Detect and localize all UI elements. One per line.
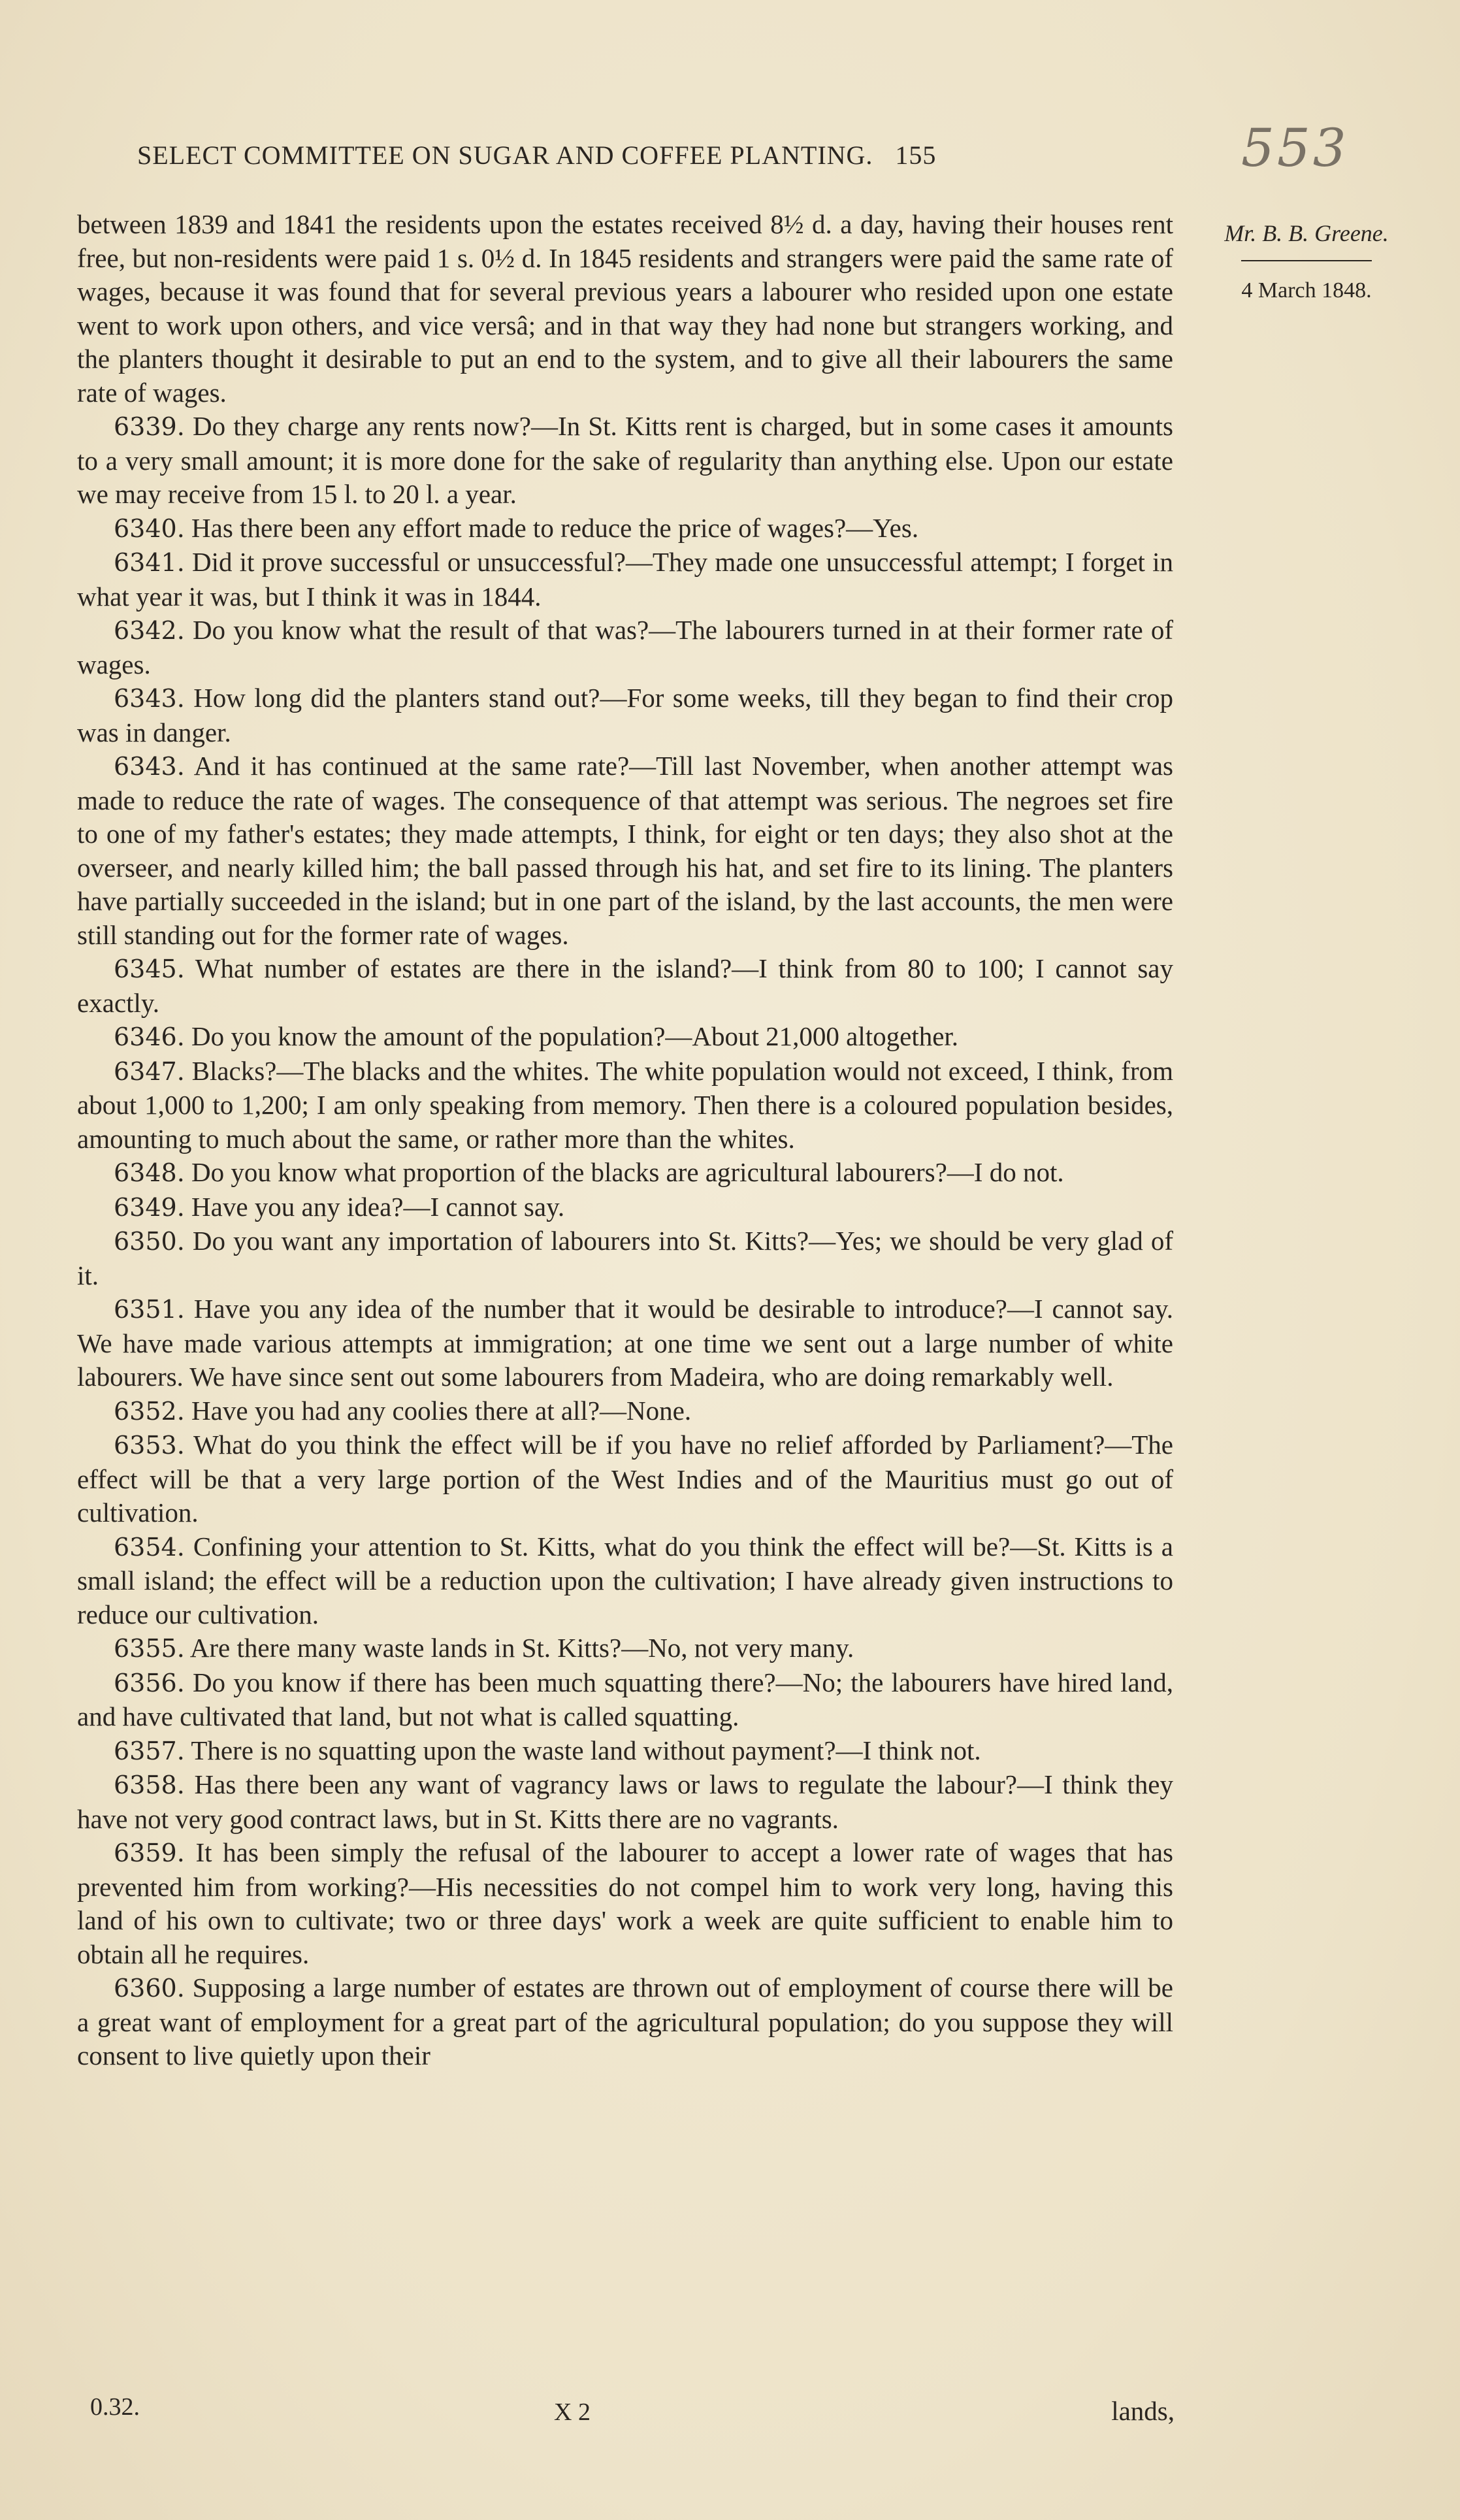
question-number: 6351. (114, 1295, 185, 1324)
testimony-paragraph (77, 1292, 1173, 1394)
paragraph-text: Do you know what the result of that was?—The labourers turned in at their former rate of wages. (77, 615, 1174, 679)
paragraph-text: Do you want any importation of labourers into St. Kitts?—Yes; we should be very glad of it. (77, 1226, 1174, 1290)
page-footer (90, 2393, 1175, 2425)
question-number: 6353. (114, 1431, 185, 1460)
paragraph-text: What do you think the effect will be if you have no relief afforded by Parliament?—The effect will be that a very large portion of the West Indies and of the Mauritius must go out of cultivation. (77, 1430, 1174, 1528)
testimony-paragraph (77, 1631, 1173, 1666)
header-title: SELECT COMMITTEE ON SUGAR AND COFFEE PLANTING. (137, 140, 873, 170)
testimony-paragraph (77, 952, 1173, 1020)
paragraph-text: Do you know what proportion of the blacks are agricultural labourers?—I do not. (191, 1157, 1064, 1187)
paragraph-text: Did it prove successful or unsuccessful?—They made one unsuccessful attempt; I forget in what year it was, but I think it was in 1844. (77, 547, 1173, 612)
paragraph-text: There is no squatting upon the waste land without payment?—I think not. (191, 1735, 981, 1765)
question-number: 6349. (114, 1192, 185, 1222)
question-number: 6360. (114, 1974, 185, 2003)
paragraph-text: Have you any idea of the number that it would be desirable to introduce?—I cannot say. We have made various attempts at immigration; at one time we sent out a large number of white labourers. We have since sent out some labourers from Madeira, who are doing remarkably well. (77, 1294, 1173, 1392)
testimony-paragraph (77, 1836, 1173, 1971)
testimony-paragraph (77, 208, 1173, 410)
testimony-paragraph (77, 1734, 1173, 1769)
testimony-body (77, 208, 1173, 2073)
paragraph-text: Do you know the amount of the population?—About 21,000 altogether. (191, 1021, 959, 1051)
testimony-paragraph (77, 1768, 1173, 1836)
paragraph-text: What number of estates are there in the island?—I think from 80 to 100; I cannot say exactly. (77, 953, 1173, 1018)
question-number: 6350. (114, 1227, 185, 1256)
paragraph-text: Has there been any want of vagrancy laws or laws to regulate the labour?—I think they have not very good contract laws, but in St. Kitts there are no vagrants. (77, 1769, 1174, 1834)
testimony-paragraph (77, 1394, 1173, 1429)
question-number: 6356. (114, 1668, 185, 1697)
page-number: 155 (895, 140, 937, 170)
testimony-paragraph (77, 546, 1173, 614)
paragraph-text: And it has continued at the same rate?—Till last November, when another attempt was made to reduce the rate of wages. The consequence of that attempt was serious. The negroes set fire to one of my father's estates; they made attempts, I think, for eight or ten days; they also shot at the overseer, and nearly killed him; the ball passed through his hat, and set fire to its lining. The planters have partially succeeded in the island; but in one part of the island, by the last accounts, the men were still standing out for the former rate of wages. (77, 751, 1173, 950)
margin-rule (1241, 260, 1372, 261)
question-number: 6355. (114, 1634, 185, 1663)
paragraph-text: Supposing a large number of estates are thrown out of employment of course there will be a great want of employment for a great part of the agricultural population; do you suppose they will consent to live quietly upon their (77, 1972, 1174, 2070)
handwritten-folio-number: 553 (1241, 118, 1349, 178)
question-number: 6359. (114, 1839, 185, 1867)
question-number: 6345. (114, 955, 185, 983)
testimony-paragraph (77, 410, 1173, 512)
question-number: 6343. (114, 752, 185, 781)
question-number: 6342. (114, 616, 185, 645)
paragraph-text: Have you had any coolies there at all?—None. (191, 1395, 692, 1426)
paragraph-text: How long did the planters stand out?—For some weeks, till they began to find their crop was in danger. (77, 683, 1174, 747)
running-header (137, 140, 1156, 171)
testimony-paragraph (77, 1971, 1173, 2073)
witness-name: Mr. B. B. Greene. (1224, 220, 1389, 246)
testimony-paragraph (77, 614, 1173, 681)
question-number: 6354. (114, 1532, 185, 1562)
question-number: 6347. (114, 1056, 185, 1086)
margin-note (1195, 220, 1418, 303)
question-number: 6358. (114, 1771, 185, 1799)
paragraph-text: Do you know if there has been much squatting there?—No; the labourers have hired land, and have cultivated that land, but not what is called squatting. (77, 1667, 1174, 1731)
paragraph-text: Blacks?—The blacks and the whites. The white population would not exceed, I think, from about 1,000 to 1,200; I am only speaking from memory. Then there is a coloured population besides, amounting to much about the same, or rather more than the whites. (77, 1055, 1173, 1154)
question-number: 6352. (114, 1396, 185, 1426)
catchword: lands, (1111, 2396, 1175, 2426)
paragraph-text: Are there many waste lands in St. Kitts?—No, not very many. (189, 1633, 854, 1663)
paragraph-text: Has there been any effort made to reduce the price of wages?—Yes. (191, 512, 919, 543)
testimony-paragraph (77, 1428, 1173, 1530)
testimony-paragraph (77, 1020, 1173, 1055)
testimony-paragraph (77, 1224, 1173, 1292)
testimony-paragraph (77, 1156, 1173, 1190)
question-number: 6341. (114, 548, 185, 577)
question-number: 6346. (114, 1023, 185, 1051)
testimony-paragraph (77, 1530, 1173, 1632)
question-number: 6357. (114, 1736, 185, 1765)
question-number: 6343. (114, 684, 185, 713)
sheet-mark: X 2 (554, 2398, 591, 2426)
testimony-paragraph (77, 512, 1173, 546)
paragraph-text: It has been simply the refusal of the labourer to accept a lower rate of wages that has prevented him from working?—His necessities do not compel him to work very long, having this land of his own to cultivate; two or three days' work a week are quite sufficient to enable him to obtain all he requires. (77, 1837, 1173, 1969)
paragraph-text: Do they charge any rents now?—In St. Kitts rent is charged, but in some cases it amounts to a very small amount; it is more done for the sake of regularity than anything else. Upon our estate we may receive from 15 l. to 20 l. a year. (77, 411, 1174, 509)
question-number: 6340. (114, 514, 185, 543)
testimony-paragraph (77, 1055, 1173, 1156)
question-number: 6348. (114, 1158, 185, 1187)
testimony-paragraph (77, 681, 1173, 749)
hearing-date: 4 March 1848. (1241, 278, 1372, 303)
testimony-paragraph (77, 1666, 1173, 1734)
testimony-paragraph (77, 1190, 1173, 1225)
printer-signature: 0.32. (90, 2393, 140, 2421)
paragraph-text: Have you any idea?—I cannot say. (191, 1191, 565, 1222)
question-number: 6339. (114, 412, 185, 441)
testimony-paragraph (77, 749, 1173, 952)
paragraph-text: Confining your attention to St. Kitts, what do you think the effect will be?—St. Kitts is a small island; the effect will be a reduction upon the cultivation; I have already given instructions to reduce our cultivation. (77, 1531, 1173, 1629)
paragraph-text: between 1839 and 1841 the residents upon the estates received 8½ d. a day, having their houses rent free, but non-residents were paid 1 s. 0½ d. In 1845 residents and strangers were paid the same rate of wages, because it was found that for several previous years a labourer who resided upon one estate went to work upon others, and vice versâ; and in that way they had none but strangers working, and the planters thought it desirable to put an end to the system, and to give all their labourers the same rate of wages. (77, 209, 1173, 408)
